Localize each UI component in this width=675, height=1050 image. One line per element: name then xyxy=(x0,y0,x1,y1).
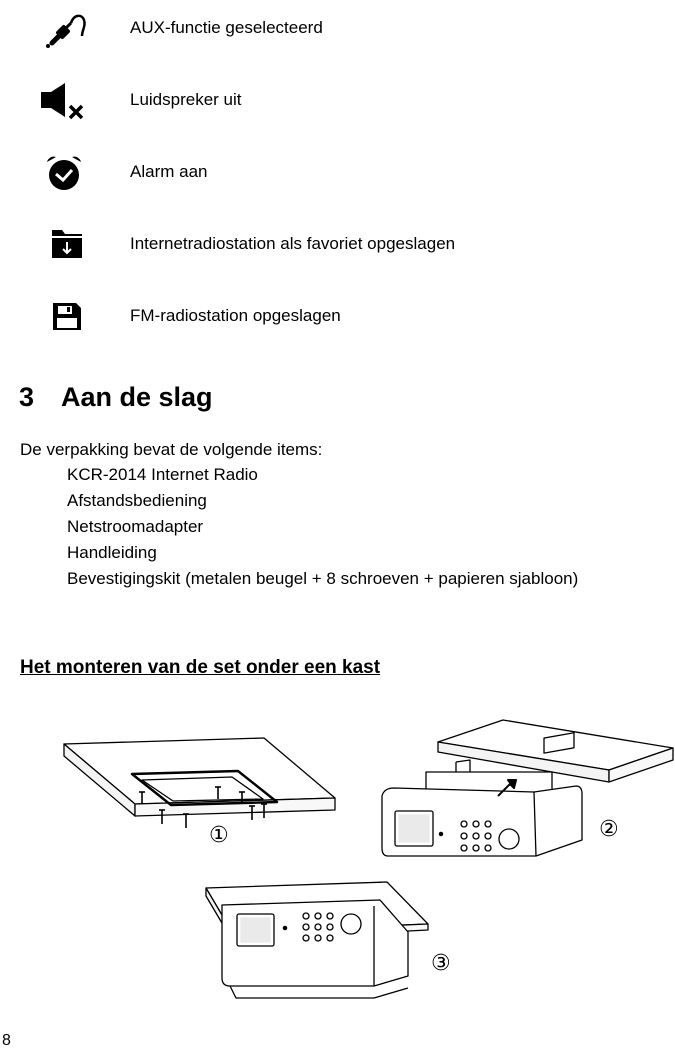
legend-label: Alarm aan xyxy=(130,162,208,181)
legend-label: Internetradiostation als favoriet opgeslagen xyxy=(130,234,456,253)
legend-label: AUX-functie geselecteerd xyxy=(130,18,323,37)
list-item: Netstroomadapter xyxy=(67,517,204,536)
section-title: Aan de slag xyxy=(61,382,213,412)
list-item: Afstandsbediening xyxy=(67,491,207,510)
list-item: KCR-2014 Internet Radio xyxy=(67,465,258,484)
package-intro: De verpakking bevat de volgende items: xyxy=(20,440,323,459)
aux-plug-icon xyxy=(38,10,88,50)
list-item: Bevestigingskit (metalen beugel + 8 schroeven + papieren sjabloon) xyxy=(67,569,579,588)
step-3-radio-mounted xyxy=(206,882,428,1000)
legend-row-aux xyxy=(0,10,675,50)
legend-row-fm-saved xyxy=(0,298,675,338)
section-number: 3 xyxy=(19,382,35,412)
folder-download-icon xyxy=(38,226,88,266)
step-1-label: ① xyxy=(209,823,229,848)
legend-row-speaker-off xyxy=(0,82,675,122)
package-contents-list xyxy=(67,465,578,595)
step-2-radio-attach xyxy=(382,720,673,856)
legend-row-favorite xyxy=(0,226,675,266)
subsection-heading: Het monteren van de set onder een kast xyxy=(20,657,381,678)
legend-row-alarm xyxy=(0,154,675,194)
step-3-label: ③ xyxy=(431,951,451,976)
legend-label: FM-radiostation opgeslagen xyxy=(130,306,341,325)
speaker-off-icon xyxy=(38,82,88,122)
save-disk-icon xyxy=(38,298,88,338)
section-heading xyxy=(19,382,213,413)
page-number: 8 xyxy=(2,1032,11,1049)
list-item: Handleiding xyxy=(67,543,157,562)
mounting-illustration xyxy=(0,700,675,1000)
step-1-cabinet-bracket xyxy=(64,738,335,828)
legend-label: Luidspreker uit xyxy=(130,90,242,109)
alarm-clock-icon xyxy=(38,154,88,194)
step-2-label: ② xyxy=(599,817,619,842)
